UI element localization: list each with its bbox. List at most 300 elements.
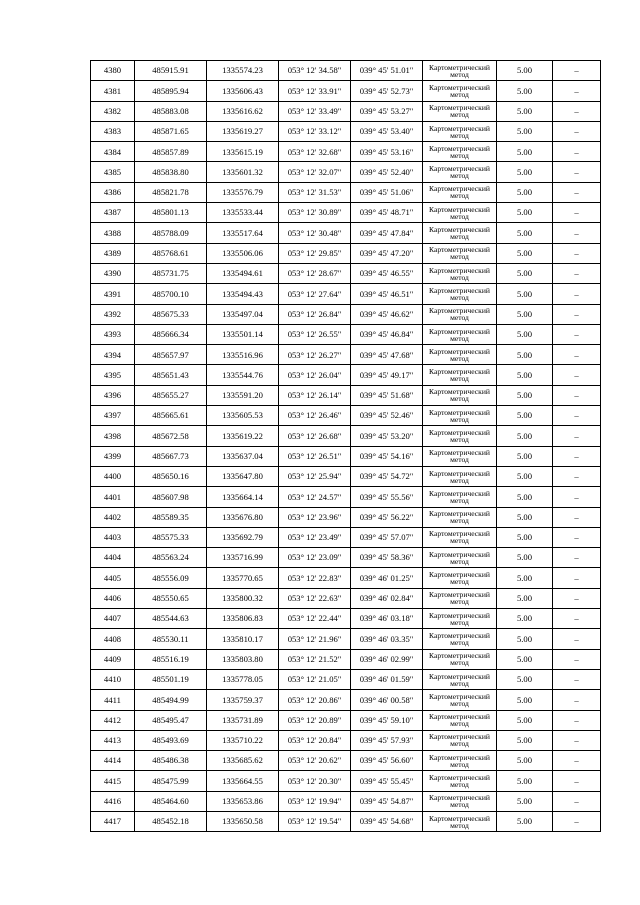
accuracy-cell: 5.00 <box>497 101 553 121</box>
accuracy-cell: 5.00 <box>497 385 553 405</box>
table-row <box>91 304 601 324</box>
accuracy-cell: 5.00 <box>497 182 553 202</box>
accuracy-cell: 5.00 <box>497 507 553 527</box>
longitude-cell: 039° 45' 58.36" <box>351 548 423 568</box>
x-coordinate-cell: 485530.11 <box>135 629 207 649</box>
empty-value-cell: – <box>553 730 601 750</box>
x-coordinate-cell: 485563.24 <box>135 548 207 568</box>
longitude-cell: 039° 45' 47.20" <box>351 243 423 263</box>
empty-value-cell: – <box>553 669 601 689</box>
point-number-cell: 4404 <box>91 548 135 568</box>
empty-value-cell: – <box>553 101 601 121</box>
table-row <box>91 121 601 141</box>
latitude-cell: 053° 12' 21.96" <box>279 629 351 649</box>
accuracy-cell: 5.00 <box>497 771 553 791</box>
latitude-cell: 053° 12' 26.27" <box>279 345 351 365</box>
accuracy-cell: 5.00 <box>497 324 553 344</box>
accuracy-cell: 5.00 <box>497 629 553 649</box>
method-cell: Картометрический метод <box>423 426 497 446</box>
x-coordinate-cell: 485495.47 <box>135 710 207 730</box>
latitude-cell: 053° 12' 33.91" <box>279 81 351 101</box>
empty-value-cell: – <box>553 710 601 730</box>
method-cell: Картометрический метод <box>423 730 497 750</box>
longitude-cell: 039° 45' 52.40" <box>351 162 423 182</box>
accuracy-cell: 5.00 <box>497 365 553 385</box>
point-number-cell: 4417 <box>91 811 135 831</box>
accuracy-cell: 5.00 <box>497 710 553 730</box>
table-row <box>91 669 601 689</box>
longitude-cell: 039° 46' 03.35" <box>351 629 423 649</box>
method-cell: Картометрический метод <box>423 649 497 669</box>
empty-value-cell: – <box>553 751 601 771</box>
x-coordinate-cell: 485895.94 <box>135 81 207 101</box>
y-coordinate-cell: 1335501.14 <box>207 324 279 344</box>
accuracy-cell: 5.00 <box>497 791 553 811</box>
empty-value-cell: – <box>553 203 601 223</box>
accuracy-cell: 5.00 <box>497 203 553 223</box>
longitude-cell: 039° 45' 46.55" <box>351 263 423 283</box>
point-number-cell: 4415 <box>91 771 135 791</box>
y-coordinate-cell: 1335619.27 <box>207 121 279 141</box>
latitude-cell: 053° 12' 20.89" <box>279 710 351 730</box>
longitude-cell: 039° 45' 54.72" <box>351 466 423 486</box>
longitude-cell: 039° 45' 53.16" <box>351 142 423 162</box>
longitude-cell: 039° 45' 54.68" <box>351 811 423 831</box>
latitude-cell: 053° 12' 33.12" <box>279 121 351 141</box>
table-row <box>91 81 601 101</box>
table-row <box>91 527 601 547</box>
empty-value-cell: – <box>553 61 601 81</box>
point-number-cell: 4385 <box>91 162 135 182</box>
x-coordinate-cell: 485883.08 <box>135 101 207 121</box>
longitude-cell: 039° 45' 49.17" <box>351 365 423 385</box>
longitude-cell: 039° 45' 54.16" <box>351 446 423 466</box>
x-coordinate-cell: 485452.18 <box>135 811 207 831</box>
accuracy-cell: 5.00 <box>497 406 553 426</box>
point-number-cell: 4388 <box>91 223 135 243</box>
table-row <box>91 791 601 811</box>
latitude-cell: 053° 12' 25.94" <box>279 466 351 486</box>
latitude-cell: 053° 12' 27.64" <box>279 284 351 304</box>
longitude-cell: 039° 45' 46.51" <box>351 284 423 304</box>
empty-value-cell: – <box>553 406 601 426</box>
empty-value-cell: – <box>553 324 601 344</box>
table-row <box>91 345 601 365</box>
latitude-cell: 053° 12' 30.89" <box>279 203 351 223</box>
table-row <box>91 710 601 730</box>
latitude-cell: 053° 12' 20.84" <box>279 730 351 750</box>
y-coordinate-cell: 1335591.20 <box>207 385 279 405</box>
y-coordinate-cell: 1335616.62 <box>207 101 279 121</box>
method-cell: Картометрический метод <box>423 446 497 466</box>
point-number-cell: 4400 <box>91 466 135 486</box>
y-coordinate-cell: 1335778.05 <box>207 669 279 689</box>
longitude-cell: 039° 45' 51.01" <box>351 61 423 81</box>
y-coordinate-cell: 1335574.23 <box>207 61 279 81</box>
latitude-cell: 053° 12' 22.83" <box>279 568 351 588</box>
point-number-cell: 4389 <box>91 243 135 263</box>
accuracy-cell: 5.00 <box>497 669 553 689</box>
accuracy-cell: 5.00 <box>497 466 553 486</box>
accuracy-cell: 5.00 <box>497 446 553 466</box>
latitude-cell: 053° 12' 19.54" <box>279 811 351 831</box>
y-coordinate-cell: 1335759.37 <box>207 690 279 710</box>
x-coordinate-cell: 485607.98 <box>135 487 207 507</box>
empty-value-cell: – <box>553 182 601 202</box>
table-row <box>91 101 601 121</box>
method-cell: Картометрический метод <box>423 121 497 141</box>
point-number-cell: 4380 <box>91 61 135 81</box>
longitude-cell: 039° 46' 01.25" <box>351 568 423 588</box>
point-number-cell: 4405 <box>91 568 135 588</box>
method-cell: Картометрический метод <box>423 162 497 182</box>
table-row <box>91 243 601 263</box>
table-row <box>91 385 601 405</box>
table-row <box>91 548 601 568</box>
x-coordinate-cell: 485475.99 <box>135 771 207 791</box>
x-coordinate-cell: 485556.09 <box>135 568 207 588</box>
table-row <box>91 61 601 81</box>
y-coordinate-cell: 1335619.22 <box>207 426 279 446</box>
empty-value-cell: – <box>553 162 601 182</box>
x-coordinate-cell: 485575.33 <box>135 527 207 547</box>
y-coordinate-cell: 1335731.89 <box>207 710 279 730</box>
x-coordinate-cell: 485657.97 <box>135 345 207 365</box>
latitude-cell: 053° 12' 31.53" <box>279 182 351 202</box>
latitude-cell: 053° 12' 26.55" <box>279 324 351 344</box>
longitude-cell: 039° 45' 56.22" <box>351 507 423 527</box>
method-cell: Картометрический метод <box>423 101 497 121</box>
x-coordinate-cell: 485731.75 <box>135 263 207 283</box>
empty-value-cell: – <box>553 811 601 831</box>
latitude-cell: 053° 12' 30.48" <box>279 223 351 243</box>
method-cell: Картометрический метод <box>423 182 497 202</box>
method-cell: Картометрический метод <box>423 223 497 243</box>
point-number-cell: 4397 <box>91 406 135 426</box>
method-cell: Картометрический метод <box>423 61 497 81</box>
point-number-cell: 4392 <box>91 304 135 324</box>
table-row <box>91 162 601 182</box>
point-number-cell: 4393 <box>91 324 135 344</box>
method-cell: Картометрический метод <box>423 345 497 365</box>
empty-value-cell: – <box>553 263 601 283</box>
x-coordinate-cell: 485768.61 <box>135 243 207 263</box>
y-coordinate-cell: 1335803.80 <box>207 649 279 669</box>
longitude-cell: 039° 46' 02.99" <box>351 649 423 669</box>
table-row <box>91 203 601 223</box>
empty-value-cell: – <box>553 791 601 811</box>
latitude-cell: 053° 12' 20.62" <box>279 751 351 771</box>
longitude-cell: 039° 45' 56.60" <box>351 751 423 771</box>
table-row <box>91 811 601 831</box>
table-row <box>91 406 601 426</box>
point-number-cell: 4410 <box>91 669 135 689</box>
point-number-cell: 4407 <box>91 609 135 629</box>
latitude-cell: 053° 12' 34.58" <box>279 61 351 81</box>
method-cell: Картометрический метод <box>423 243 497 263</box>
latitude-cell: 053° 12' 32.68" <box>279 142 351 162</box>
longitude-cell: 039° 46' 01.59" <box>351 669 423 689</box>
y-coordinate-cell: 1335601.32 <box>207 162 279 182</box>
latitude-cell: 053° 12' 19.94" <box>279 791 351 811</box>
method-cell: Картометрический метод <box>423 771 497 791</box>
table-row <box>91 446 601 466</box>
latitude-cell: 053° 12' 33.49" <box>279 101 351 121</box>
method-cell: Картометрический метод <box>423 690 497 710</box>
empty-value-cell: – <box>553 446 601 466</box>
longitude-cell: 039° 45' 46.84" <box>351 324 423 344</box>
y-coordinate-cell: 1335606.43 <box>207 81 279 101</box>
y-coordinate-cell: 1335576.79 <box>207 182 279 202</box>
y-coordinate-cell: 1335664.55 <box>207 771 279 791</box>
empty-value-cell: – <box>553 527 601 547</box>
longitude-cell: 039° 45' 53.40" <box>351 121 423 141</box>
longitude-cell: 039° 45' 53.27" <box>351 101 423 121</box>
table-row <box>91 182 601 202</box>
point-number-cell: 4391 <box>91 284 135 304</box>
latitude-cell: 053° 12' 21.05" <box>279 669 351 689</box>
accuracy-cell: 5.00 <box>497 811 553 831</box>
x-coordinate-cell: 485494.99 <box>135 690 207 710</box>
x-coordinate-cell: 485857.89 <box>135 142 207 162</box>
latitude-cell: 053° 12' 29.85" <box>279 243 351 263</box>
method-cell: Картометрический метод <box>423 263 497 283</box>
y-coordinate-cell: 1335806.83 <box>207 609 279 629</box>
empty-value-cell: – <box>553 121 601 141</box>
method-cell: Картометрический метод <box>423 609 497 629</box>
longitude-cell: 039° 46' 00.58" <box>351 690 423 710</box>
x-coordinate-cell: 485550.65 <box>135 588 207 608</box>
y-coordinate-cell: 1335716.99 <box>207 548 279 568</box>
latitude-cell: 053° 12' 26.68" <box>279 426 351 446</box>
point-number-cell: 4399 <box>91 446 135 466</box>
y-coordinate-cell: 1335637.04 <box>207 446 279 466</box>
latitude-cell: 053° 12' 26.46" <box>279 406 351 426</box>
table-row <box>91 588 601 608</box>
latitude-cell: 053° 12' 23.49" <box>279 527 351 547</box>
y-coordinate-cell: 1335517.64 <box>207 223 279 243</box>
y-coordinate-cell: 1335516.96 <box>207 345 279 365</box>
point-number-cell: 4382 <box>91 101 135 121</box>
x-coordinate-cell: 485486.38 <box>135 751 207 771</box>
accuracy-cell: 5.00 <box>497 304 553 324</box>
y-coordinate-cell: 1335615.19 <box>207 142 279 162</box>
method-cell: Картометрический метод <box>423 466 497 486</box>
table-row <box>91 730 601 750</box>
y-coordinate-cell: 1335494.61 <box>207 263 279 283</box>
coordinates-table <box>90 60 601 832</box>
latitude-cell: 053° 12' 24.57" <box>279 487 351 507</box>
accuracy-cell: 5.00 <box>497 730 553 750</box>
point-number-cell: 4406 <box>91 588 135 608</box>
x-coordinate-cell: 485650.16 <box>135 466 207 486</box>
method-cell: Картометрический метод <box>423 507 497 527</box>
y-coordinate-cell: 1335650.58 <box>207 811 279 831</box>
x-coordinate-cell: 485667.73 <box>135 446 207 466</box>
method-cell: Картометрический метод <box>423 487 497 507</box>
point-number-cell: 4395 <box>91 365 135 385</box>
method-cell: Картометрический метод <box>423 629 497 649</box>
y-coordinate-cell: 1335810.17 <box>207 629 279 649</box>
table-row <box>91 507 601 527</box>
longitude-cell: 039° 45' 53.20" <box>351 426 423 446</box>
y-coordinate-cell: 1335544.76 <box>207 365 279 385</box>
y-coordinate-cell: 1335647.80 <box>207 466 279 486</box>
table-row <box>91 751 601 771</box>
table-row <box>91 466 601 486</box>
y-coordinate-cell: 1335710.22 <box>207 730 279 750</box>
method-cell: Картометрический метод <box>423 548 497 568</box>
accuracy-cell: 5.00 <box>497 548 553 568</box>
method-cell: Картометрический метод <box>423 710 497 730</box>
point-number-cell: 4403 <box>91 527 135 547</box>
x-coordinate-cell: 485665.61 <box>135 406 207 426</box>
point-number-cell: 4383 <box>91 121 135 141</box>
method-cell: Картометрический метод <box>423 751 497 771</box>
longitude-cell: 039° 46' 03.18" <box>351 609 423 629</box>
empty-value-cell: – <box>553 365 601 385</box>
latitude-cell: 053° 12' 28.67" <box>279 263 351 283</box>
latitude-cell: 053° 12' 22.63" <box>279 588 351 608</box>
method-cell: Картометрический метод <box>423 324 497 344</box>
x-coordinate-cell: 485651.43 <box>135 365 207 385</box>
method-cell: Картометрический метод <box>423 203 497 223</box>
empty-value-cell: – <box>553 142 601 162</box>
accuracy-cell: 5.00 <box>497 690 553 710</box>
method-cell: Картометрический метод <box>423 568 497 588</box>
x-coordinate-cell: 485672.58 <box>135 426 207 446</box>
method-cell: Картометрический метод <box>423 811 497 831</box>
empty-value-cell: – <box>553 690 601 710</box>
accuracy-cell: 5.00 <box>497 649 553 669</box>
point-number-cell: 4409 <box>91 649 135 669</box>
y-coordinate-cell: 1335770.65 <box>207 568 279 588</box>
latitude-cell: 053° 12' 23.96" <box>279 507 351 527</box>
empty-value-cell: – <box>553 345 601 365</box>
table-row <box>91 609 601 629</box>
empty-value-cell: – <box>553 304 601 324</box>
latitude-cell: 053° 12' 20.86" <box>279 690 351 710</box>
method-cell: Картометрический метод <box>423 527 497 547</box>
x-coordinate-cell: 485655.27 <box>135 385 207 405</box>
latitude-cell: 053° 12' 26.51" <box>279 446 351 466</box>
empty-value-cell: – <box>553 649 601 669</box>
x-coordinate-cell: 485801.13 <box>135 203 207 223</box>
point-number-cell: 4408 <box>91 629 135 649</box>
x-coordinate-cell: 485501.19 <box>135 669 207 689</box>
y-coordinate-cell: 1335506.06 <box>207 243 279 263</box>
table-row <box>91 568 601 588</box>
accuracy-cell: 5.00 <box>497 61 553 81</box>
x-coordinate-cell: 485589.35 <box>135 507 207 527</box>
table-row <box>91 284 601 304</box>
y-coordinate-cell: 1335533.44 <box>207 203 279 223</box>
accuracy-cell: 5.00 <box>497 121 553 141</box>
empty-value-cell: – <box>553 243 601 263</box>
latitude-cell: 053° 12' 26.84" <box>279 304 351 324</box>
empty-value-cell: – <box>553 426 601 446</box>
empty-value-cell: – <box>553 385 601 405</box>
point-number-cell: 4401 <box>91 487 135 507</box>
accuracy-cell: 5.00 <box>497 284 553 304</box>
method-cell: Картометрический метод <box>423 791 497 811</box>
table-row <box>91 324 601 344</box>
point-number-cell: 4396 <box>91 385 135 405</box>
empty-value-cell: – <box>553 223 601 243</box>
point-number-cell: 4390 <box>91 263 135 283</box>
method-cell: Картометрический метод <box>423 81 497 101</box>
point-number-cell: 4411 <box>91 690 135 710</box>
table-row <box>91 690 601 710</box>
point-number-cell: 4412 <box>91 710 135 730</box>
accuracy-cell: 5.00 <box>497 527 553 547</box>
latitude-cell: 053° 12' 21.52" <box>279 649 351 669</box>
accuracy-cell: 5.00 <box>497 243 553 263</box>
latitude-cell: 053° 12' 22.44" <box>279 609 351 629</box>
point-number-cell: 4384 <box>91 142 135 162</box>
point-number-cell: 4413 <box>91 730 135 750</box>
longitude-cell: 039° 45' 57.93" <box>351 730 423 750</box>
x-coordinate-cell: 485871.65 <box>135 121 207 141</box>
longitude-cell: 039° 45' 59.10" <box>351 710 423 730</box>
x-coordinate-cell: 485700.10 <box>135 284 207 304</box>
method-cell: Картометрический метод <box>423 406 497 426</box>
accuracy-cell: 5.00 <box>497 223 553 243</box>
y-coordinate-cell: 1335497.04 <box>207 304 279 324</box>
accuracy-cell: 5.00 <box>497 263 553 283</box>
table-row <box>91 487 601 507</box>
latitude-cell: 053° 12' 20.30" <box>279 771 351 791</box>
x-coordinate-cell: 485493.69 <box>135 730 207 750</box>
empty-value-cell: – <box>553 507 601 527</box>
longitude-cell: 039° 45' 51.06" <box>351 182 423 202</box>
longitude-cell: 039° 45' 54.87" <box>351 791 423 811</box>
y-coordinate-cell: 1335692.79 <box>207 527 279 547</box>
longitude-cell: 039° 45' 55.45" <box>351 771 423 791</box>
y-coordinate-cell: 1335653.86 <box>207 791 279 811</box>
longitude-cell: 039° 45' 52.46" <box>351 406 423 426</box>
accuracy-cell: 5.00 <box>497 162 553 182</box>
y-coordinate-cell: 1335605.53 <box>207 406 279 426</box>
empty-value-cell: – <box>553 771 601 791</box>
table-row <box>91 649 601 669</box>
method-cell: Картометрический метод <box>423 365 497 385</box>
y-coordinate-cell: 1335676.80 <box>207 507 279 527</box>
accuracy-cell: 5.00 <box>497 81 553 101</box>
method-cell: Картометрический метод <box>423 142 497 162</box>
x-coordinate-cell: 485516.19 <box>135 649 207 669</box>
longitude-cell: 039° 45' 48.71" <box>351 203 423 223</box>
empty-value-cell: – <box>553 548 601 568</box>
table-row <box>91 223 601 243</box>
empty-value-cell: – <box>553 588 601 608</box>
longitude-cell: 039° 46' 02.84" <box>351 588 423 608</box>
accuracy-cell: 5.00 <box>497 487 553 507</box>
y-coordinate-cell: 1335685.62 <box>207 751 279 771</box>
method-cell: Картометрический метод <box>423 385 497 405</box>
y-coordinate-cell: 1335494.43 <box>207 284 279 304</box>
empty-value-cell: – <box>553 609 601 629</box>
accuracy-cell: 5.00 <box>497 345 553 365</box>
empty-value-cell: – <box>553 629 601 649</box>
y-coordinate-cell: 1335664.14 <box>207 487 279 507</box>
point-number-cell: 4414 <box>91 751 135 771</box>
longitude-cell: 039° 45' 55.56" <box>351 487 423 507</box>
x-coordinate-cell: 485675.33 <box>135 304 207 324</box>
empty-value-cell: – <box>553 568 601 588</box>
point-number-cell: 4387 <box>91 203 135 223</box>
accuracy-cell: 5.00 <box>497 588 553 608</box>
